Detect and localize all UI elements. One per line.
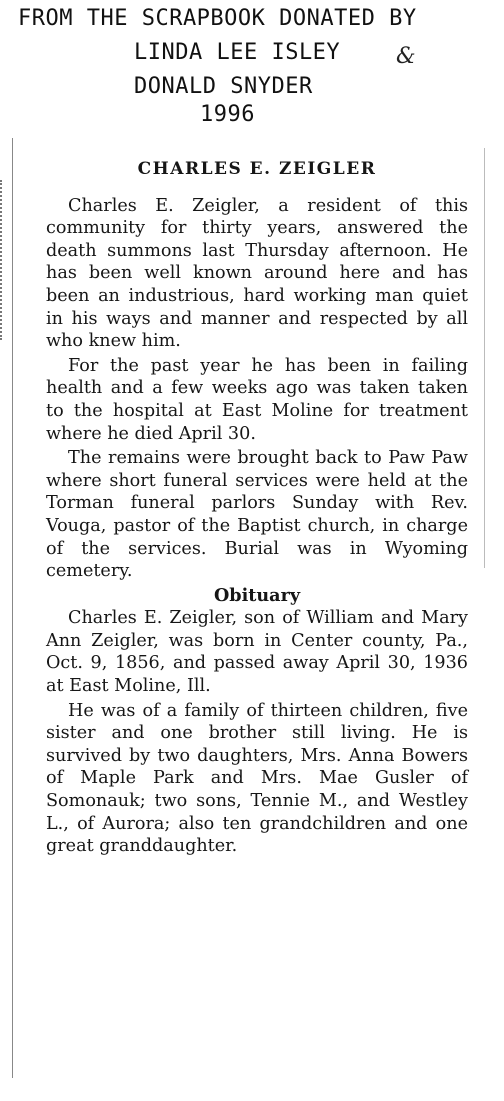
obituary-paragraph-2: He was of a family of thirteen children, five sister and one brother still living. He is survived by two daughters, Mrs. Anna Bowers of Maple Park and Mrs. Mae Gusler of Somonauk; two sons, Tennie M., and Westley L., of Aurora; also ten grandchildren and one great granddaughter. [46,700,468,857]
article-headline: CHARLES E. ZEIGLER [137,159,377,179]
handwritten-mark: & [396,44,417,69]
article-paragraph-2: For the past year he has been in failing health and a few weeks ago was taken taken to the hospital at East Moline for treatment where he died April 30. [46,355,468,444]
obituary-subhead: Obituary [213,584,301,606]
margin-specks [0,180,12,340]
article-paragraph-1: Charles E. Zeigler, a resident of this community for thirty years, answered the death summons last Thursday afternoon. He has been well known around here and has been an industrious, hard working man quiet in his ways and manner and respected by all who knew him. [46,195,468,352]
column-rule [484,148,485,568]
article-paragraph-3: The remains were brought back to Paw Paw where short funeral services were held at the Torman funeral parlors Sunday with Rev. Vouga, pastor of the Baptist church, in charge of the services. Burial was in Wyoming cemetery. [46,448,468,582]
header-line-year: 1996 [200,102,255,127]
header-line-donor-2: DONALD SNYDER [134,74,313,99]
obituary-article [46,150,468,860]
obituary-paragraph-1: Charles E. Zeigler, son of William and Mary Ann Zeigler, was born in Center county, Pa., Oct. 9, 1856, and passed away April 30, 1936 at East Moline, Ill. [46,608,468,697]
header-line-donor-1: LINDA LEE ISLEY [134,40,341,65]
scrapbook-header [0,0,504,135]
header-line-donated-by: FROM THE SCRAPBOOK DONATED BY [18,6,417,31]
